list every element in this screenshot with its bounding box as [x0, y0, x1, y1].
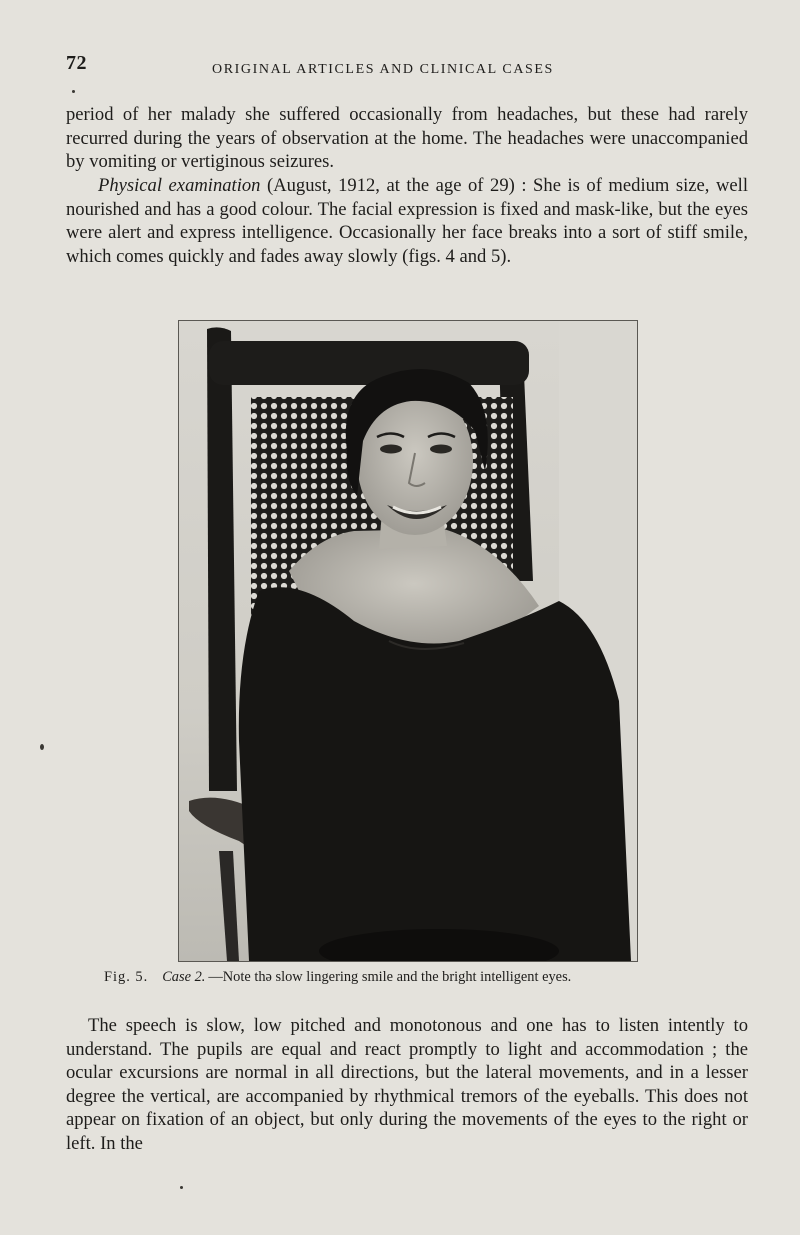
paragraph-2-lead: Physical examination: [98, 175, 261, 196]
figure-caption-text: —Note thə slow lingering smile and the bright intelligent eyes.: [208, 969, 572, 985]
figure-photograph: [178, 320, 638, 962]
figure-case: Case 2.: [162, 969, 206, 985]
patient-portrait-image: [179, 321, 637, 961]
page-number: 72: [66, 52, 87, 74]
ink-speck: [40, 744, 44, 750]
paragraph-2: [66, 174, 748, 268]
paragraph-3: The speech is slow, low pitched and monotonous and one has to listen intently to understand. The pupils are equal and react promptly to light and accommodation ; the ocular excursions are normal in all directions, but the lateral movements, and in a lesser degree the vertical, are accompanied by rhythmical tremors of the eyeballs. This does not appear on fixation of an object, but only during the movements of the eyes to the right or left. In the: [66, 1015, 748, 1154]
ink-speck: [72, 90, 75, 93]
ink-speck: [180, 1186, 183, 1189]
figure-label: Fig. 5.: [104, 969, 149, 985]
figure-caption: [104, 969, 704, 986]
paragraph-1: period of her malady she suffered occasionally from headaches, but these had rarely recurred during the years of observation at the home. The headaches were unaccompanied by vomiting or vertiginous seizures.: [66, 104, 748, 172]
page-header: [66, 52, 606, 82]
running-head: ORIGINAL ARTICLES AND CLINICAL CASES: [212, 62, 554, 77]
paragraph-2-text: (August, 1912, at the age of 29) : She is of medium size, well nourished and has a good colour. The facial expression is fixed and mask-like, but the eyes were alert and express intelligence. Occasionally her face breaks into a sort of stiff smile, which comes quickly and fades away slowly (figs. 4 and 5).: [66, 175, 749, 267]
